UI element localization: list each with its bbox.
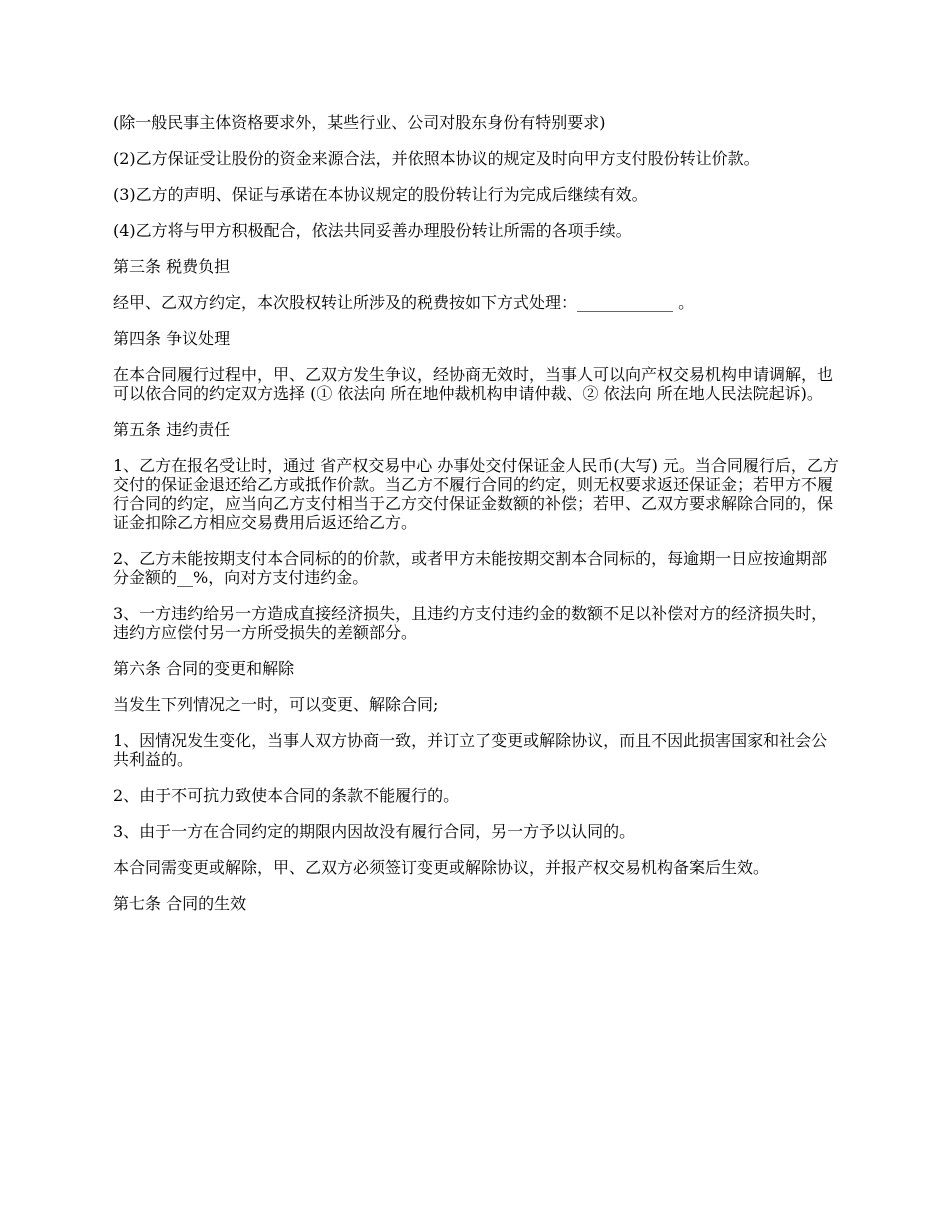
article-3-heading: 第三条 税费负担 bbox=[113, 257, 231, 276]
article-6-item-3: 3、由于一方在合同约定的期限内因故没有履行合同，另一方予以认同的。 bbox=[113, 822, 636, 841]
article-6-heading: 第六条 合同的变更和解除 bbox=[113, 659, 295, 678]
article-4-dispute-text: 在本合同履行过程中，甲、乙双方发生争议，经协商无效时，当事人可以向产权交易机构申请调解，也可以依合同的约定双方选择 (① 依法向 所在地仲裁机构申请仲裁、② 依法向 所在地人民法院起诉)。 bbox=[113, 365, 834, 403]
clause-2-3-warranties-survive: (3)乙方的声明、保证与承诺在本协议规定的股份转让行为完成后继续有效。 bbox=[113, 185, 648, 204]
article-6-intro: 当发生下列情况之一时，可以变更、解除合同; bbox=[113, 695, 439, 714]
article-5-item-3: 3、一方违约给另一方造成直接经济损失，且违约方支付违约金的数额不足以补偿对方的经济损失时，违约方应偿付另一方所受损失的差额部分。 bbox=[113, 604, 828, 642]
article-7-heading: 第七条 合同的生效 bbox=[113, 894, 247, 913]
shareholder-qualification-note: (除一般民事主体资格要求外，某些行业、公司对股东身份有特别要求) bbox=[113, 113, 606, 132]
article-4-heading: 第四条 争议处理 bbox=[113, 329, 231, 348]
article-5-heading: 第五条 违约责任 bbox=[113, 420, 231, 439]
article-6-item-2: 2、由于不可抗力致使本合同的条款不能履行的。 bbox=[113, 786, 460, 805]
document-body bbox=[113, 113, 843, 930]
article-6-filing-note: 本合同需变更或解除，甲、乙双方必须签订变更或解除协议，并报产权交易机构备案后生效。 bbox=[113, 858, 770, 877]
article-5-item-2: 2、乙方未能按期支付本合同标的的价款，或者甲方未能按期交割本合同标的，每逾期一日应按逾期部分金额的__%，向对方支付违约金。 bbox=[113, 549, 828, 587]
clause-2-4-cooperation: (4)乙方将与甲方积极配合，依法共同妥善办理股份转让所需的各项手续。 bbox=[113, 221, 632, 240]
article-6-item-1: 1、因情况发生变化，当事人双方协商一致，并订立了变更或解除协议，而且不因此损害国家和社会公共利益的。 bbox=[113, 731, 828, 769]
article-5-item-1: 1、乙方在报名受让时，通过 省产权交易中心 办事处交付保证金人民币(大写) 元。当合同履行后，乙方交付的保证金退还给乙方或抵作价款。当乙方不履行合同的约定，则无权要求返还保证金；若甲方不履行合同的约定，应当向乙方支付相当于乙方交付保证金数额的补偿；若甲、乙双方要求解除合同的，保证金扣除乙方相应交易费用后返还给乙方。 bbox=[113, 456, 839, 532]
article-3-tax-text: 经甲、乙双方约定，本次股权转让所涉及的税费按如下方式处理：____________ 。 bbox=[113, 293, 695, 312]
clause-2-2-funds-source: (2)乙方保证受让股份的资金来源合法，并依照本协议的规定及时向甲方支付股份转让价款。 bbox=[113, 149, 760, 168]
